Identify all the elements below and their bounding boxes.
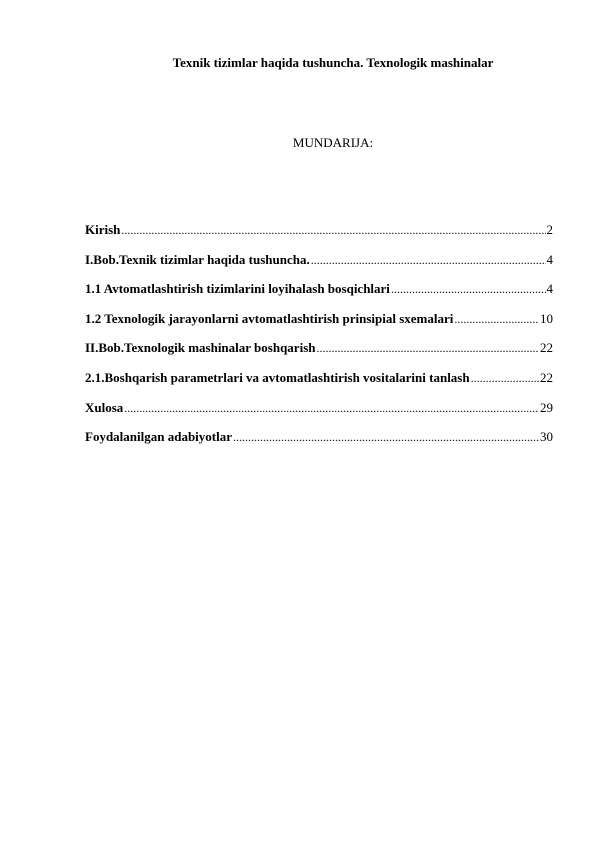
toc-page-number: 10: [540, 310, 553, 326]
toc-page-number: 4: [546, 251, 553, 267]
toc-entry-xulosa[interactable]: [85, 400, 553, 430]
toc-page-number: 22: [540, 340, 553, 356]
table-of-contents: [85, 222, 553, 459]
toc-entry-chapter-1[interactable]: [85, 252, 553, 282]
toc-entry-adabiyotlar[interactable]: [85, 429, 553, 459]
toc-page-number: 29: [540, 399, 553, 415]
toc-page-number: 2: [546, 222, 553, 237]
toc-entry-label: 2.1.Boshqarish parametrlari va avtomatlashtirish vositalarini tanlash: [85, 369, 470, 385]
toc-entry-label: Xulosa: [85, 399, 124, 415]
toc-entry-kirish[interactable]: [85, 222, 553, 252]
toc-entry-label: Foydalanilgan adabiyotlar: [85, 429, 232, 445]
toc-entry-label: 1.1 Avtomatlashtirish tizimlarini loyihalash bosqichlari: [85, 281, 390, 297]
toc-entry-label: 1.2 Texnologik jarayonlarni avtomatlashtirish prinsipial sxemalari: [85, 310, 454, 326]
toc-entry-label: I.Bob.Texnik tizimlar haqida tushuncha.: [85, 251, 310, 267]
toc-page-number: 4: [546, 281, 553, 297]
toc-entry-chapter-2[interactable]: [85, 340, 553, 370]
toc-dot-leader: [121, 222, 545, 238]
toc-entry-section-1-1[interactable]: [85, 281, 553, 311]
toc-dot-leader: [391, 281, 546, 297]
toc-page-number: 30: [540, 429, 553, 445]
toc-page-number: 22: [540, 369, 553, 385]
toc-entry-section-2-1[interactable]: [85, 370, 553, 400]
toc-entry-label: II.Bob.Texnologik mashinalar boshqarish: [85, 340, 316, 356]
toc-dot-leader: [316, 340, 539, 356]
toc-entry-section-1-2[interactable]: [85, 311, 553, 341]
toc-dot-leader: [471, 370, 539, 386]
toc-dot-leader: [233, 429, 539, 445]
document-title: Texnik tizimlar haqida tushuncha. Texnologik mashinalar: [172, 55, 494, 70]
toc-dot-leader: [311, 252, 546, 268]
toc-dot-leader: [124, 400, 539, 416]
toc-entry-label: Kirish: [85, 222, 121, 237]
toc-heading: MUNDARIJA:: [292, 135, 374, 150]
toc-dot-leader: [454, 311, 539, 327]
